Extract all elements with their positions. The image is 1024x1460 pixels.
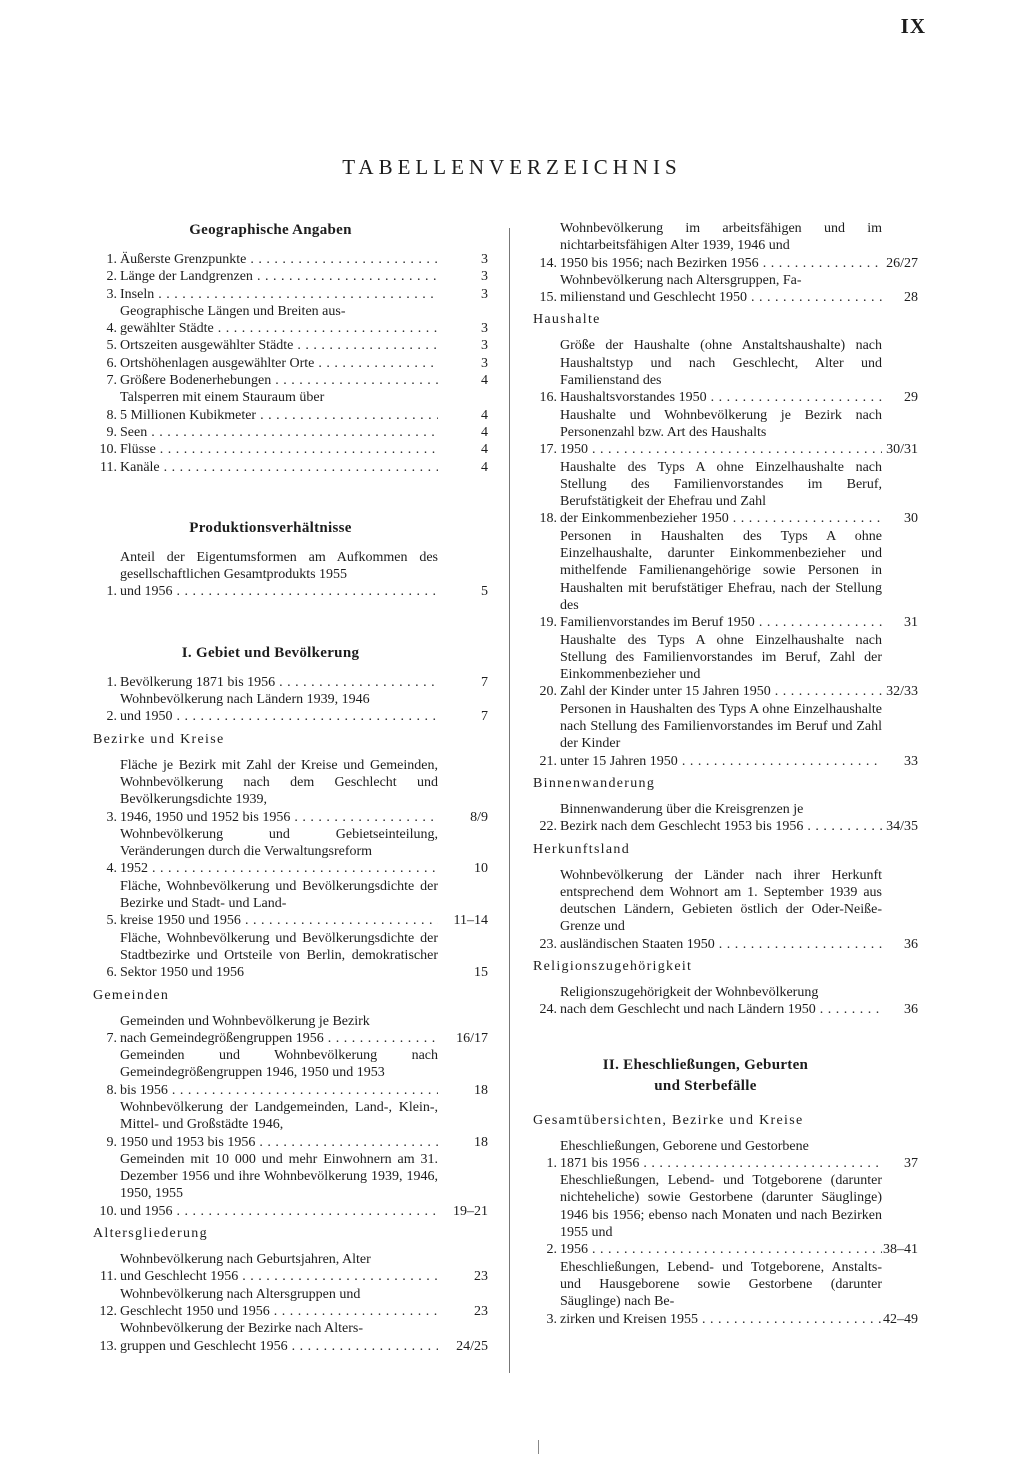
toc-entry-title-main: Eheschließungen, Lebend- und Totgeborene, Anstalts- und Hausgeborene sowie Gestorbene (darunter Säuglinge) nach Be- (560, 1259, 882, 1310)
toc-entry-number: 9. (106, 1134, 117, 1150)
toc-entry-title-main: Haushalte des Typs A ohne Einzelhaushalte nach Stellung des Familienvorstandes im Beruf, Berufstätigkeit der Ehefrau und Zahl (560, 459, 882, 510)
toc-entry (93, 303, 488, 338)
toc-entry-page: 42–49 (883, 1311, 918, 1327)
section-title-gebiet-und-bevoelkerung: I. Gebiet und Bevölkerung (181, 644, 360, 661)
toc-entry (533, 632, 918, 701)
toc-entry-title: Fläche, Wohnbevölkerung und Bevölkerungsdichte der Stadtbezirke und Ortsteile von Berlin, demokratischer Sektor 1950 und 1956 (120, 930, 438, 981)
toc-entry-page: 3 (481, 269, 488, 285)
toc-entry-page: 15 (474, 965, 488, 981)
toc-entry-title-last-line: 1950 . . . (560, 441, 882, 458)
toc-entry-title (120, 1251, 438, 1286)
toc-entry-title-main: Gemeinden und Wohnbevölkerung nach Gemeindegrößengruppen 1946, 1950 und 1953 (120, 1048, 438, 1081)
toc-entry-title: Kanäle . . . (120, 459, 438, 476)
toc-entry-page: 8/9 (470, 809, 488, 825)
toc-entry-title-last-line: und 1956 . . . (120, 583, 438, 600)
toc-entry-number: 12. (99, 1303, 117, 1319)
toc-entry (533, 1172, 918, 1258)
toc-entry-number: 15. (539, 290, 557, 306)
toc-entry-page: 36 (904, 936, 918, 952)
toc-entry (533, 407, 918, 459)
page-title: TABELLENVERZEICHNIS (342, 155, 682, 179)
toc-entry-title-last-line: und Geschlecht 1956 . . . (120, 1268, 438, 1285)
prod-entries (93, 549, 488, 601)
toc-entry-number: 1. (106, 674, 117, 690)
subhead-bezirke-und-kreise: Bezirke und Kreise (93, 731, 225, 747)
toc-entry-number: 22. (539, 819, 557, 835)
toc-entry-title-last-line: nach Gemeindegrößengruppen 1956 . . . (120, 1030, 438, 1047)
toc-entry-number: 9. (106, 424, 117, 440)
toc-entry (93, 1099, 488, 1151)
toc-entry-title-last-line: gewählter Städte . . . (120, 320, 438, 337)
toc-entry-page: 37 (904, 1155, 918, 1171)
toc-entry-title-last-line: 1950 bis 1956; nach Bezirken 1956 . . . (560, 255, 882, 272)
toc-entry-title (560, 272, 882, 307)
toc-entry (93, 1320, 488, 1355)
toc-entry-title-main: Personen in Haushalten des Typs A ohne Einzelhaushalte, darunter Einkommenbezieher und mithelfende Familienangehörige sowie Personen in Haushalten mit berufstätiger Ehefrau, nach der Stellung des (560, 528, 882, 613)
toc-entry-title-main: Talsperren mit einem Stauraum über (120, 390, 325, 406)
toc-entry-page: 30 (904, 511, 918, 527)
toc-entry-title-main: Wohnbevölkerung der Länder nach ihrer Herkunft entsprechend dem Wohnort am 1. September 1939 aus deutschen Ländern, Gebieten östlich der Oder-Neiße-Grenze und (560, 867, 882, 935)
toc-entry-number: 16. (539, 390, 557, 406)
toc-entry-title (120, 826, 438, 878)
page-number: IX (900, 14, 926, 38)
toc-entry-title-main: Wohnbevölkerung nach Ländern 1939, 1946 (120, 692, 370, 708)
toc-entry (93, 337, 488, 354)
alter-entries (93, 1251, 488, 1355)
toc-entry-title-main: Gemeinden und Wohnbevölkerung je Bezirk (120, 1013, 370, 1029)
toc-entry-title-main: Wohnbevölkerung nach Geburtsjahren, Alter (120, 1252, 371, 1268)
toc-entry-title-last-line: 1956 . . . (560, 1241, 882, 1258)
toc-entry (93, 674, 488, 691)
toc-entry-number: 1. (106, 252, 117, 267)
sec2-entries (533, 1138, 918, 1328)
toc-entry-title (120, 691, 438, 726)
toc-entry-title-last-line: Zahl der Kinder unter 15 Jahren 1950 . . . (560, 683, 882, 700)
toc-entry-page: 3 (481, 338, 488, 354)
toc-entry-number: 24. (539, 1002, 557, 1018)
toc-entry-page: 4 (481, 373, 488, 389)
toc-entry (93, 878, 488, 930)
toc-entry (93, 355, 488, 372)
toc-entry-number: 13. (99, 1338, 117, 1354)
toc-entry (93, 389, 488, 424)
toc-entry-page: 3 (481, 355, 488, 371)
toc-entry-number: 23. (539, 936, 557, 952)
toc-entry-title-last-line: Haushaltsvorstandes 1950 . . . (560, 389, 882, 406)
toc-entry-page: 34/35 (886, 819, 918, 835)
toc-entry-number: 14. (539, 255, 557, 271)
toc-entry (533, 867, 918, 953)
toc-entry-title: Flüsse . . . (120, 441, 438, 458)
toc-entry (533, 801, 918, 836)
toc-entry (93, 1013, 488, 1048)
toc-entry-page: 31 (904, 615, 918, 631)
toc-entry-title (120, 1320, 438, 1355)
bezirke-entries (93, 757, 488, 982)
toc-entry (93, 1047, 488, 1099)
toc-entry-title (120, 1151, 438, 1220)
toc-entry-page: 3 (481, 286, 488, 302)
toc-entry-title (560, 984, 882, 1019)
toc-entry-title-main: Anteil der Eigentumsformen am Aufkommen des gesellschaftlichen Gesamtprodukts 1955 (120, 549, 438, 583)
toc-entry (533, 984, 918, 1019)
toc-entry (93, 459, 488, 476)
toc-entry-page: 3 (481, 321, 488, 337)
toc-entry-title-main: Wohnbevölkerung nach Altersgruppen, Fa- (560, 272, 802, 288)
toc-entry-title (560, 867, 882, 953)
toc-entry-page: 18 (474, 1134, 488, 1150)
toc-entry-title (560, 632, 882, 701)
toc-entry-title-last-line: der Einkommenbezieher 1950 . . . (560, 510, 882, 527)
toc-entry-title-main: Wohnbevölkerung im arbeitsfähigen und im nichtarbeitsfähigen Alter 1939, 1946 und (560, 221, 882, 254)
toc-entry-title: Bevölkerung 1871 bis 1956 . . . (120, 674, 438, 691)
toc-entry-title (560, 337, 882, 406)
toc-entry-number: 5. (106, 913, 117, 929)
toc-entry-title-main: Wohnbevölkerung der Landgemeinden, Land-, Klein-, Mittel- und Großstädte 1946, (120, 1099, 438, 1133)
toc-entry-title-last-line: und 1956 . . . (120, 1203, 438, 1220)
toc-entry-title (560, 1138, 882, 1173)
subhead-gesamtuebersichten: Gesamtübersichten, Bezirke und Kreise (533, 1112, 804, 1128)
toc-entry-title (560, 407, 882, 459)
toc-entry-page: 11–14 (453, 913, 488, 929)
toc-entry-page: 4 (481, 459, 488, 475)
toc-entry-page: 32/33 (886, 684, 918, 700)
toc-entry-title: Ortszeiten ausgewählter Städte . . . (120, 337, 438, 354)
toc-entry-title (560, 1259, 882, 1328)
subhead-altersgliederung: Altersgliederung (93, 1226, 208, 1242)
toc-entry-title: Ortshöhenlagen ausgewählter Orte . . . (120, 355, 438, 372)
toc-entry-title-last-line: Geschlecht 1950 und 1956 . . . (120, 1303, 438, 1320)
toc-entry (93, 1251, 488, 1286)
toc-entry-number: 11. (100, 459, 117, 475)
toc-entry-number: 2. (106, 269, 117, 285)
toc-entry-number: 11. (100, 1269, 117, 1285)
toc-entry-page: 23 (474, 1303, 488, 1319)
toc-entry (93, 441, 488, 458)
toc-entry-number: 1. (546, 1155, 557, 1171)
religion-entries (533, 984, 918, 1019)
toc-entry-number: 6. (106, 965, 117, 981)
toc-entry-title-last-line: nach dem Geschlecht und nach Ländern 1950 . . . (560, 1001, 882, 1018)
toc-entry-title-main: Haushalte des Typs A ohne Einzelhaushalte nach Stellung des Familienvorstandes im Beruf, Zahl der Einkommenbezieher und (560, 632, 882, 683)
section-title-geographische-angaben: Geographische Angaben (189, 222, 352, 238)
toc-entry-number: 6. (106, 355, 117, 371)
toc-entry-page: 16/17 (456, 1030, 488, 1046)
toc-entry-number: 2. (546, 1242, 557, 1258)
toc-entry (93, 1151, 488, 1220)
toc-entry-page: 7 (481, 709, 488, 725)
toc-entry-title-main: Wohnbevölkerung der Bezirke nach Alters- (120, 1321, 364, 1337)
cont-entries (533, 220, 918, 306)
toc-entry-page: 38–41 (883, 1242, 918, 1258)
column-divider (509, 228, 510, 1373)
toc-entry (533, 337, 918, 406)
toc-entry (93, 691, 488, 726)
toc-entry-title (120, 1286, 438, 1321)
toc-entry-title-last-line: und 1950 . . . (120, 708, 438, 725)
toc-entry-number: 3. (546, 1311, 557, 1327)
toc-entry-title-main: Wohnbevölkerung und Gebietseinteilung, Veränderungen durch die Verwaltungsreform (120, 826, 438, 860)
toc-entry-title (120, 757, 438, 826)
toc-entry-page: 33 (904, 753, 918, 769)
toc-entry-title (120, 878, 438, 930)
toc-entry (533, 272, 918, 307)
toc-entry-title-last-line: 1950 und 1953 bis 1956 . . . (120, 1134, 438, 1151)
toc-entry (93, 251, 488, 268)
toc-entry-title-last-line: 1946, 1950 und 1952 bis 1956 . . . (120, 809, 438, 826)
toc-entry-title-main: Größe der Haushalte (ohne Anstaltshaushalte) nach Haushaltstyp und nach Geschlecht, Alter und Familienstand des (560, 338, 882, 389)
toc-entry-number: 4. (106, 861, 117, 877)
toc-entry-number: 2. (106, 709, 117, 725)
toc-entry-page: 7 (481, 674, 488, 690)
toc-entry-page: 10 (474, 861, 488, 877)
toc-entry-title (120, 303, 438, 338)
toc-entry (93, 372, 488, 389)
toc-entry-title (120, 389, 438, 424)
toc-entry (533, 528, 918, 632)
toc-entry-title-main: Wohnbevölkerung nach Altersgruppen und (120, 1286, 361, 1302)
toc-entry (533, 459, 918, 528)
toc-entry-title-last-line: bis 1956 . . . (120, 1082, 438, 1099)
toc-entry-title-last-line: milienstand und Geschlecht 1950 . . . (560, 289, 882, 306)
toc-entry-title-last-line: 1952 . . . (120, 860, 438, 877)
toc-entry-page: 4 (481, 442, 488, 458)
toc-entry (93, 930, 488, 982)
toc-entry-title: Inseln . . . (120, 286, 438, 303)
toc-entry-page: 3 (481, 252, 488, 267)
toc-entry-number: 18. (539, 511, 557, 527)
toc-entry-title-main: Gemeinden mit 10 000 und mehr Einwohnern am 31. Dezember 1956 und ihre Wohnbevölkerung 1939, 1946, 1950, 1955 (120, 1151, 438, 1202)
toc-entry-number: 8. (106, 1082, 117, 1098)
toc-entry-title: Äußerste Grenzpunkte . . . (120, 251, 438, 268)
toc-entry-page: 4 (481, 407, 488, 423)
toc-entry-number: 17. (539, 442, 557, 458)
toc-entry-title (120, 1047, 438, 1099)
toc-entry (533, 1259, 918, 1328)
binnen-entries (533, 801, 918, 836)
toc-entry-title-last-line: zirken und Kreisen 1955 . . . (560, 1311, 882, 1328)
toc-entry (533, 701, 918, 770)
toc-entry-title-last-line: kreise 1950 und 1956 . . . (120, 912, 438, 929)
toc-entry (93, 549, 488, 601)
subhead-religionszugehoerigkeit: Religionszugehörigkeit (533, 958, 693, 974)
geo-entries (93, 251, 488, 476)
right-column (533, 220, 918, 1328)
toc-entry (93, 286, 488, 303)
toc-entry-number: 5. (106, 338, 117, 354)
toc-entry-title (120, 1013, 438, 1048)
toc-entry-page: 29 (904, 390, 918, 406)
toc-entry-title: Länge der Landgrenzen . . . (120, 268, 438, 285)
toc-entry (93, 268, 488, 285)
toc-entry-title-main: Personen in Haushalten des Typs A ohne Einzelhaushalte nach Stellung des Familienvorstandes im Beruf und Zahl der Kinder (560, 701, 882, 752)
toc-entry (533, 1138, 918, 1173)
toc-entry-page: 26/27 (886, 255, 918, 271)
toc-entry-page: 30/31 (886, 442, 918, 458)
toc-entry-title-last-line: 5 Millionen Kubikmeter . . . (120, 407, 438, 424)
toc-entry (93, 1286, 488, 1321)
herkunft-entries (533, 867, 918, 953)
toc-entry-page: 4 (481, 424, 488, 440)
subhead-gemeinden: Gemeinden (93, 987, 170, 1003)
toc-entry-title (560, 528, 882, 632)
section-title-line-2: und Sterbefälle (654, 1077, 757, 1094)
sec1-entries (93, 674, 488, 726)
toc-entry-number: 3. (106, 809, 117, 825)
toc-entry-title-last-line: ausländischen Staaten 1950 . . . (560, 936, 882, 953)
toc-entry-title: Seen . . . (120, 424, 438, 441)
subhead-haushalte: Haushalte (533, 312, 601, 328)
toc-entry (93, 424, 488, 441)
toc-entry-page: 24/25 (456, 1338, 488, 1354)
toc-entry-title-main: Eheschließungen, Lebend- und Totgeborene (darunter nichteheliche) sowie Gestorbene (darunter Säuglinge) 1946 bis 1956; ebenso nach Monaten und nach Bezirken 1955 und (560, 1173, 882, 1241)
left-column (93, 220, 488, 1355)
toc-entry-title-last-line: Familienvorstandes im Beruf 1950 . . . (560, 614, 882, 631)
section-title-eheschliessungen (533, 1055, 878, 1097)
toc-entry-title-last-line: 1871 bis 1956 . . . (560, 1155, 882, 1172)
toc-entry-number: 20. (539, 684, 557, 700)
toc-entry-page: 28 (904, 290, 918, 306)
toc-entry-number: 8. (106, 407, 117, 423)
gemeinden-entries (93, 1013, 488, 1221)
toc-entry-number: 1. (106, 584, 117, 600)
toc-entry-title (560, 220, 882, 272)
toc-entry-title-last-line: gruppen und Geschlecht 1956 . . . (120, 1338, 438, 1355)
toc-entry-title (560, 701, 882, 770)
toc-entry-title-main: Eheschließungen, Geborene und Gestorbene (560, 1138, 809, 1154)
toc-entry-title-last-line: unter 15 Jahren 1950 . . . (560, 753, 882, 770)
toc-entry-title-last-line: Bezirk nach dem Geschlecht 1953 bis 1956 . . . (560, 818, 882, 835)
toc-entry-number: 21. (539, 753, 557, 769)
toc-entry-page: 18 (474, 1082, 488, 1098)
toc-entry-title-main: Geographische Längen und Breiten aus- (120, 303, 346, 319)
toc-entry-page: 23 (474, 1269, 488, 1285)
toc-entry-number: 7. (106, 373, 117, 389)
scan-mark (538, 1440, 539, 1454)
toc-entry-title (120, 1099, 438, 1151)
toc-entry-number: 7. (106, 1030, 117, 1046)
toc-entry (93, 826, 488, 878)
toc-entry-title: Größere Bodenerhebungen . . . (120, 372, 438, 389)
toc-entry-page: 19–21 (453, 1203, 488, 1219)
toc-entry-number: 19. (539, 615, 557, 631)
section-title-line-1: II. Eheschließungen, Geburten (602, 1056, 809, 1073)
haushalte-entries (533, 337, 918, 769)
toc-entry-title (560, 1172, 882, 1258)
subhead-binnenwanderung: Binnenwanderung (533, 775, 656, 791)
toc-entry-title (560, 459, 882, 528)
toc-entry-title-main: Binnenwanderung über die Kreisgrenzen je (560, 801, 804, 817)
subhead-herkunftsland: Herkunftsland (533, 841, 630, 857)
toc-entry-title-main: Fläche je Bezirk mit Zahl der Kreise und Gemeinden, Wohnbevölkerung nach dem Geschlecht und Bevölkerungsdichte 1939, (120, 757, 438, 808)
toc-entry-title-main: Religionszugehörigkeit der Wohnbevölkerung (560, 984, 819, 1000)
toc-entry (533, 220, 918, 272)
section-title-produktionsverhaeltnisse: Produktionsverhältnisse (189, 519, 352, 536)
toc-entry-title-main: Fläche, Wohnbevölkerung und Bevölkerungsdichte der Bezirke und Stadt- und Land- (120, 878, 438, 912)
toc-entry-number: 3. (106, 286, 117, 302)
toc-entry-title (560, 801, 882, 836)
toc-entry-title-main: Haushalte und Wohnbevölkerung je Bezirk nach Personenzahl bzw. Art des Haushalts (560, 407, 882, 440)
toc-entry-number: 10. (99, 442, 117, 458)
toc-entry-page: 5 (481, 584, 488, 600)
toc-entry (93, 757, 488, 826)
toc-entry-page: 36 (904, 1002, 918, 1018)
toc-entry-number: 10. (99, 1203, 117, 1219)
toc-entry-number: 4. (106, 321, 117, 337)
toc-entry-title (120, 549, 438, 601)
